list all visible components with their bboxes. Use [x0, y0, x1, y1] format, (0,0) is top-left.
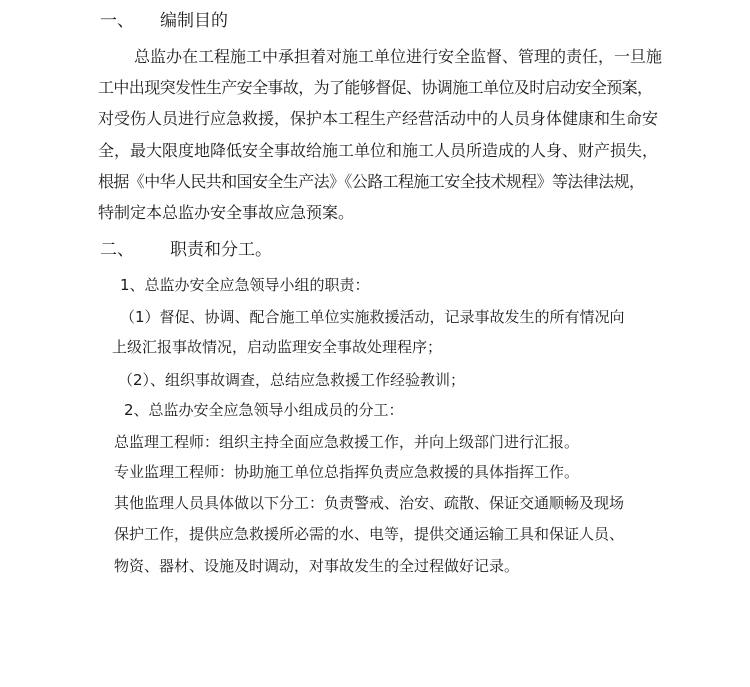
list-line: （2）、组织事故调查，总结应急救援工作经验教训； [118, 371, 466, 389]
list-line: 保护工作，提供应急救援所必需的水、电等，提供交通运输工具和保证人员、 [114, 525, 625, 543]
paragraph-line: 总监办在工程施工中承担着对施工单位进行安全监督、管理的责任，一旦施 [134, 47, 663, 66]
section-1-number: 一、 [100, 11, 134, 31]
section-2-title: 职责和分工。 [170, 240, 272, 260]
paragraph-line: 根据《中华人民共和国安全生产法》《公路工程施工安全技术规程》等法律法规， [98, 172, 645, 191]
list-line: 物资、器材、设施及时调动，对事故发生的全过程做好记录。 [114, 557, 520, 575]
list-line: 上级汇报事故情况，启动监理安全事故处理程序； [112, 338, 443, 356]
paragraph-line: 特制定本总监办安全事故应急预案。 [98, 203, 355, 222]
section-1-heading [100, 9, 228, 33]
list-line: 其他监理人员具体做以下分工：负责警戒、治安、疏散、保证交通顺畅及现场 [114, 494, 625, 512]
paragraph-line: 工中出现突发性生产安全事故，为了能够督促、协调施工单位及时启动安全预案， [98, 78, 653, 97]
list-line: 1、总监办安全应急领导小组的职责： [120, 276, 370, 294]
section-1-title: 编制目的 [160, 11, 228, 31]
section-2-heading [100, 238, 272, 262]
list-line: 2、总监办安全应急领导小组成员的分工： [124, 401, 404, 419]
list-line: 专业监理工程师：协助施工单位总指挥负责应急救援的具体指挥工作。 [114, 463, 580, 481]
section-2-number: 二、 [100, 240, 134, 260]
paragraph-line: 全，最大限度地降低安全事故给施工单位和施工人员所造成的人身、财产损失， [98, 141, 659, 160]
paragraph-line: 对受伤人员进行应急救援，保护本工程生产经营活动中的人员身体健康和生命安 [98, 109, 659, 128]
list-line: 总监理工程师：组织主持全面应急救援工作，并向上级部门进行汇报。 [114, 433, 580, 451]
list-line: （1）督促、协调、配合施工单位实施救援活动，记录事故发生的所有情况向 [120, 308, 625, 326]
